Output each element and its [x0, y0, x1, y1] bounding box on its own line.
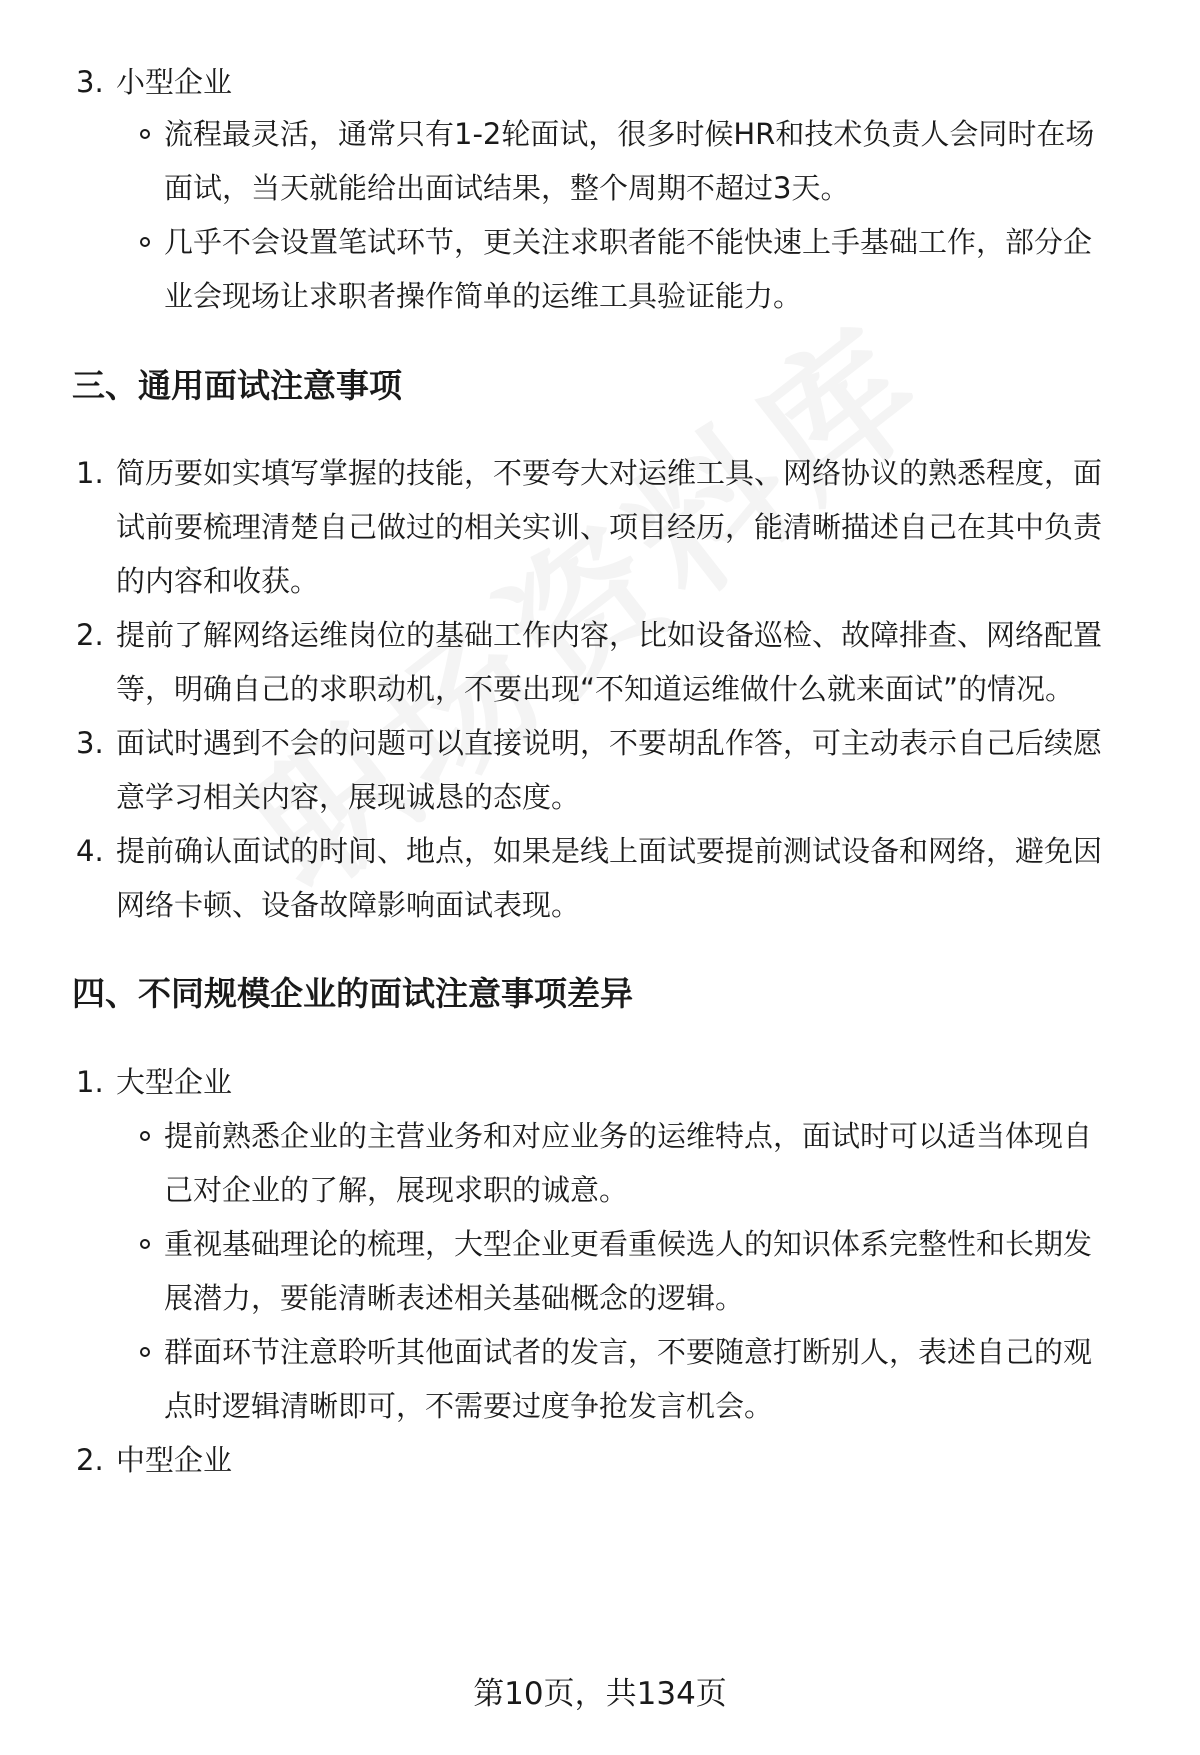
bullet-line: 重视基础理论的梳理，大型企业更看重候选人的知识体系完整性和长期发 [164, 1227, 1093, 1261]
list-number: 3. [76, 726, 104, 760]
bullet-line: 展潜力，要能清晰表述相关基础概念的逻辑。 [164, 1281, 745, 1315]
list-item-title: 大型企业 [116, 1065, 233, 1099]
bullet-line: 流程最灵活，通常只有1-2轮面试，很多时候HR和技术负责人会同时在场 [164, 117, 1095, 151]
hollow-bullet-icon [140, 237, 150, 247]
list-line: 提前了解网络运维岗位的基础工作内容，比如设备巡检、故障排查、网络配置 [116, 618, 1103, 652]
list-item-title: 中型企业 [116, 1443, 233, 1477]
section-heading: 三、通用面试注意事项 [72, 366, 402, 405]
list-line: 意学习相关内容，展现诚恳的态度。 [116, 780, 581, 814]
bullet-line: 业会现场让求职者操作简单的运维工具验证能力。 [164, 279, 803, 313]
bullet-line: 己对企业的了解，展现求职的诚意。 [164, 1173, 629, 1207]
list-line: 的内容和收获。 [116, 564, 320, 598]
list-number: 1. [76, 1065, 104, 1099]
list-line: 网络卡顿、设备故障影响面试表现。 [116, 888, 581, 922]
list-number: 3. [76, 65, 104, 99]
list-line: 等，明确自己的求职动机，不要出现“不知道运维做什么就来面试”的情况。 [116, 672, 1075, 706]
list-line: 提前确认面试的时间、地点，如果是线上面试要提前测试设备和网络，避免因 [116, 834, 1103, 868]
list-line: 面试时遇到不会的问题可以直接说明，不要胡乱作答，可主动表示自己后续愿 [116, 726, 1103, 760]
list-number: 1. [76, 456, 104, 490]
hollow-bullet-icon [140, 1131, 150, 1141]
list-number: 2. [76, 618, 104, 652]
page-number-footer: 第10页，共134页 [473, 1676, 727, 1712]
list-number: 2. [76, 1443, 104, 1477]
section-heading: 四、不同规模企业的面试注意事项差异 [72, 974, 633, 1013]
hollow-bullet-icon [140, 129, 150, 139]
bullet-line: 面试，当天就能给出面试结果，整个周期不超过3天。 [164, 171, 850, 205]
bullet-line: 点时逻辑清晰即可，不需要过度争抢发言机会。 [164, 1389, 774, 1423]
bullet-line: 提前熟悉企业的主营业务和对应业务的运维特点，面试时可以适当体现自 [164, 1119, 1093, 1153]
hollow-bullet-icon [140, 1347, 150, 1357]
list-number: 4. [76, 834, 104, 868]
hollow-bullet-icon [140, 1239, 150, 1249]
bullet-line: 群面环节注意聆听其他面试者的发言，不要随意打断别人，表述自己的观 [164, 1335, 1093, 1369]
list-line: 试前要梳理清楚自己做过的相关实训、项目经历，能清晰描述自己在其中负责 [116, 510, 1103, 544]
bullet-line: 几乎不会设置笔试环节，更关注求职者能不能快速上手基础工作，部分企 [164, 225, 1093, 259]
list-line: 简历要如实填写掌握的技能，不要夸大对运维工具、网络协议的熟悉程度，面 [116, 456, 1103, 490]
list-item-title: 小型企业 [116, 65, 233, 99]
